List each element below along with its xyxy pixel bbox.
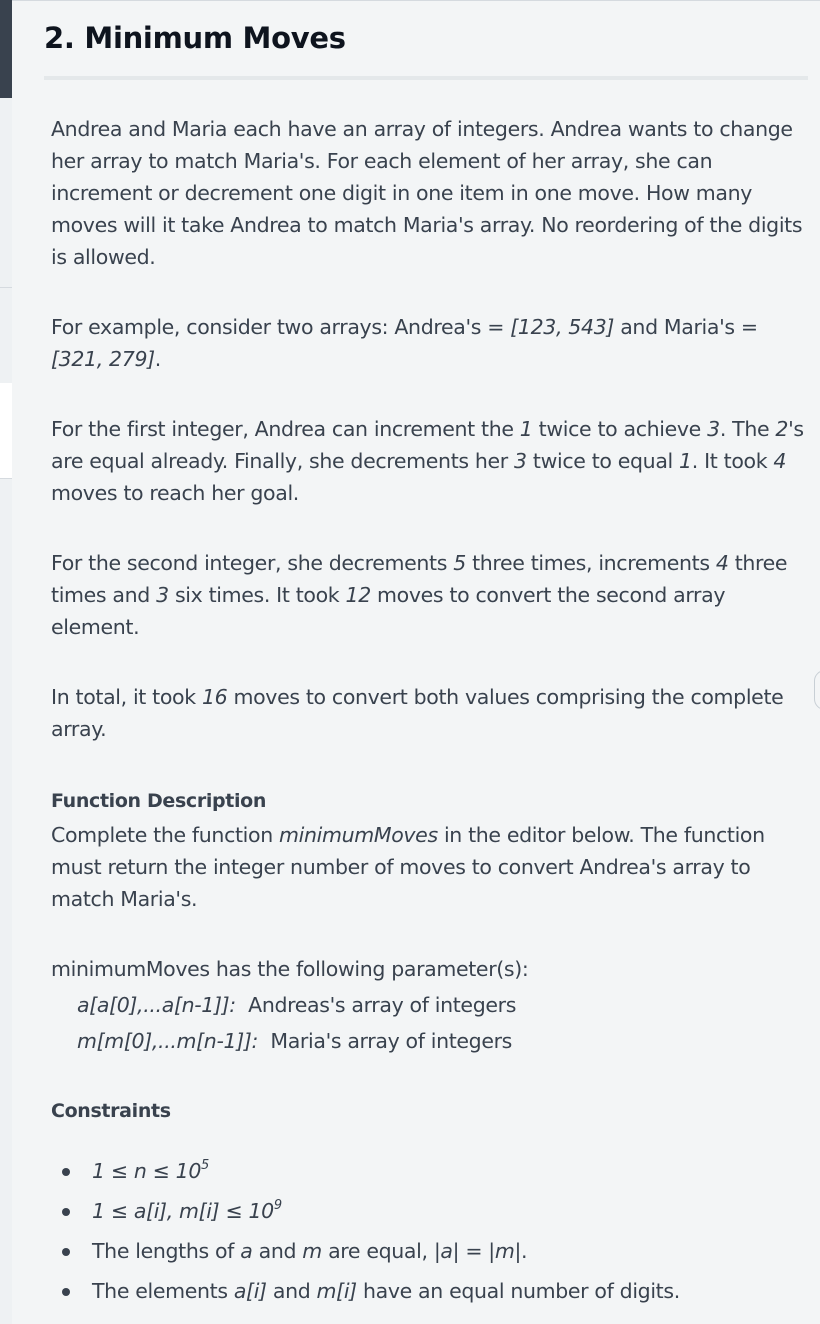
bullet-icon bbox=[62, 1168, 70, 1176]
problem-title: 2. Minimum Moves bbox=[44, 21, 346, 55]
constraint-item: $1 \le n \le 10^5$ bbox=[51, 1151, 811, 1191]
title-divider bbox=[44, 76, 808, 80]
bullet-icon bbox=[62, 1208, 70, 1216]
andrea-array-value: [123, 543] bbox=[510, 315, 615, 339]
function-name: minimumMoves bbox=[279, 823, 438, 847]
left-rail bbox=[0, 0, 12, 1324]
example-paragraph: For example, consider two arrays: Andrea's = [123, 543] and Maria's = [321, 279]. bbox=[51, 315, 758, 371]
constraint-item: The lengths of a and m are equal, |a| = |m|. bbox=[51, 1231, 811, 1271]
parameters-intro: minimumMoves has the following parameter(s): bbox=[51, 957, 529, 981]
function-description-heading: Function Description bbox=[51, 790, 267, 812]
constraint-item: 1 ≤ a[i], $m[i] \le 10^9$ bbox=[51, 1191, 811, 1231]
bullet-icon bbox=[62, 1248, 70, 1256]
left-rail-dark-block bbox=[0, 0, 12, 98]
bullet-icon bbox=[62, 1288, 70, 1296]
constraints-list bbox=[51, 1151, 811, 1311]
problem-intro-paragraph: Andrea and Maria each have an array of integers. Andrea wants to change her array to match Maria's. For each element of her array, she can increment or decrement one digit in one item in one move. How many moves will it take Andrea to match Maria's array. No reordering of the digits is allowed. bbox=[51, 117, 803, 269]
left-rail-divider bbox=[0, 478, 12, 479]
left-rail-segment bbox=[0, 383, 12, 478]
maria-array-value: [321, 279] bbox=[51, 347, 155, 371]
left-rail-divider bbox=[0, 287, 12, 288]
panel-resize-handle[interactable] bbox=[814, 670, 820, 710]
problem-statement-panel bbox=[12, 0, 820, 1324]
second-integer-paragraph: For the second integer, she decrements 5 three times, increments 4 three times and 3 six times. It took 12 moves to convert the second array element. bbox=[51, 551, 788, 639]
first-integer-paragraph: For the first integer, Andrea can increment the 1 twice to achieve 3. The 2's are equal already. Finally, she decrements her 3 twice to equal 1. It took 4 moves to reach her goal. bbox=[51, 417, 804, 505]
function-description-text: Complete the function minimumMoves in the editor below. The function must return the integer number of moves to convert Andrea's array to match Maria's. bbox=[51, 823, 765, 911]
parameter-m: m[m[0],...m[n-1]]: Maria's array of integers bbox=[77, 1029, 513, 1053]
constraint-item: The elements a[i] and m[i] have an equal number of digits. bbox=[51, 1271, 811, 1311]
total-paragraph: In total, it took 16 moves to convert both values comprising the complete array. bbox=[51, 685, 784, 741]
constraints-heading: Constraints bbox=[51, 1100, 171, 1122]
parameter-a: a[a[0],...a[n-1]]: Andreas's array of integers bbox=[77, 993, 517, 1017]
